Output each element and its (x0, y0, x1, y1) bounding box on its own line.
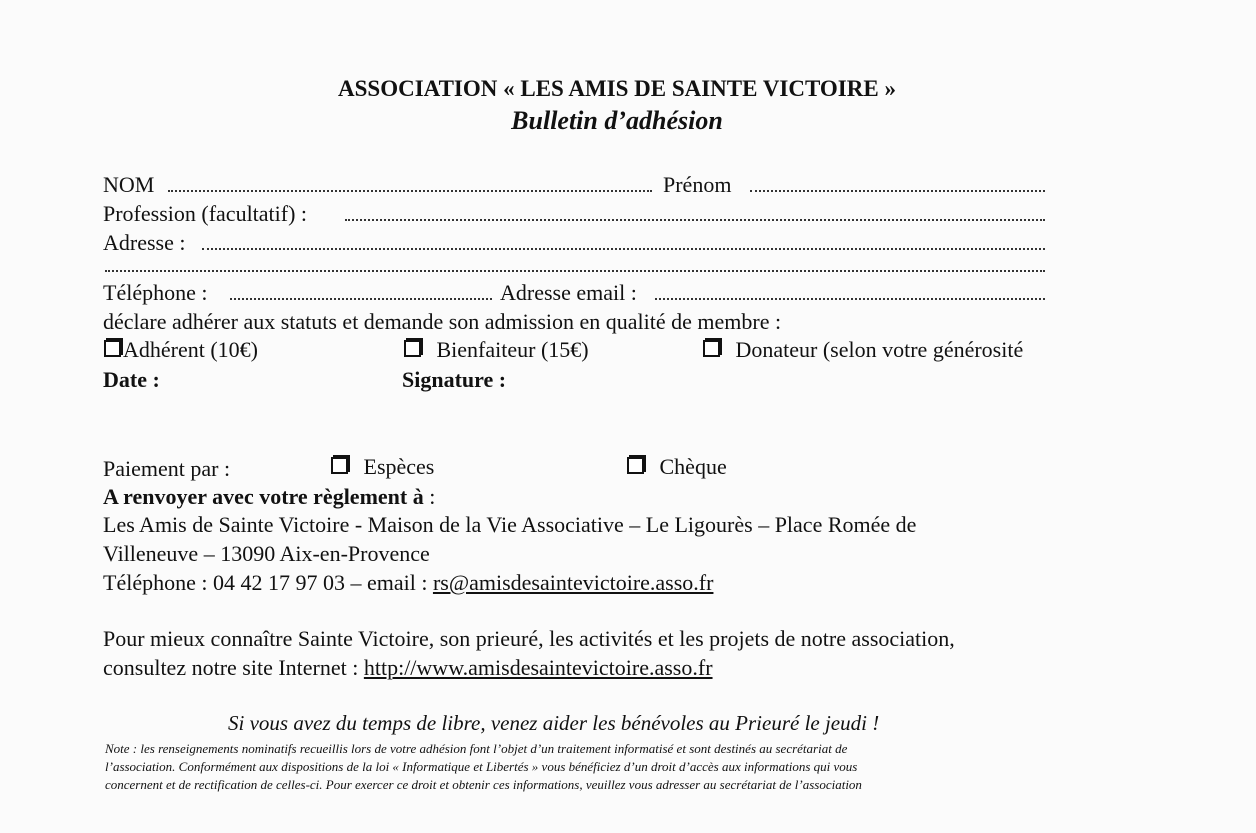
prenom-label: Prénom (663, 172, 732, 197)
telephone-field[interactable] (230, 298, 492, 300)
return-contact-line (103, 570, 713, 596)
privacy-note-line2: l’association. Conformément aux dispositions de la loi « Informatique et Libertés » vous bénéficiez d’un droit d’accès aux informations qui vous (105, 759, 858, 774)
association-title: ASSOCIATION « LES AMIS DE SAINTE VICTOIRE » (338, 76, 896, 101)
option-cheque[interactable] (627, 454, 727, 480)
option-donateur-label: Donateur (selon votre générosité (735, 337, 1024, 362)
option-bienfaiteur-label: Bienfaiteur (15€) (436, 337, 589, 362)
option-especes[interactable] (331, 454, 434, 480)
email-field[interactable] (655, 298, 1045, 300)
return-phone-text: Téléphone : 04 42 17 97 03 – email : (103, 570, 433, 595)
return-email-link[interactable]: rs@amisdesaintevictoire.asso.fr (432, 570, 714, 595)
declaration-text: déclare adhérer aux statuts et demande son admission en qualité de membre : (103, 309, 782, 334)
option-donateur[interactable] (703, 337, 1023, 363)
privacy-note-line1: Note : les renseignements nominatifs recueillis lors de votre adhésion font l’objet d’un traitement informatisé et sont destinés au secrétariat de (105, 741, 848, 756)
volunteer-slogan: Si vous avez du temps de libre, venez aider les bénévoles au Prieuré le jeudi ! (228, 711, 880, 735)
prenom-field[interactable] (750, 190, 1045, 192)
profession-label: Profession (facultatif) : (103, 201, 308, 226)
nom-label: NOM (103, 172, 155, 197)
profession-field[interactable] (345, 219, 1045, 221)
checkbox-cheque[interactable] (627, 457, 644, 474)
checkbox-especes[interactable] (331, 457, 348, 474)
website-link[interactable]: http://www.amisdesaintevictoire.asso.fr (363, 655, 713, 680)
info-line2-text: consultez notre site Internet : (103, 655, 364, 680)
adresse-field[interactable] (202, 248, 1045, 250)
date-label: Date : (103, 367, 160, 392)
payment-label: Paiement par : (103, 456, 231, 481)
info-line2 (103, 655, 713, 681)
checkbox-adherent[interactable] (104, 340, 121, 357)
option-adherent[interactable] (104, 337, 258, 363)
return-address-line1: Les Amis de Sainte Victoire - Maison de la Vie Associative – Le Ligourès – Place Romée de (103, 512, 917, 537)
adresse-label: Adresse : (103, 230, 186, 255)
checkbox-donateur[interactable] (703, 340, 720, 357)
return-address-line2: Villeneuve – 13090 Aix-en-Provence (103, 541, 430, 566)
return-heading-text: A renvoyer avec votre règlement à (103, 484, 424, 509)
option-cheque-label: Chèque (659, 454, 727, 479)
checkbox-bienfaiteur[interactable] (404, 340, 421, 357)
return-heading-suffix: : (423, 484, 436, 509)
telephone-label: Téléphone : (103, 280, 208, 305)
option-especes-label: Espèces (363, 454, 435, 479)
return-heading (103, 484, 435, 510)
email-label: Adresse email : (500, 280, 637, 305)
option-bienfaiteur[interactable] (404, 337, 589, 363)
info-line1: Pour mieux connaître Sainte Victoire, son prieuré, les activités et les projets de notre association, (103, 626, 955, 651)
nom-field[interactable] (168, 190, 652, 192)
option-adherent-label: Adhérent (10€) (123, 337, 259, 362)
signature-label: Signature : (402, 367, 507, 392)
form-subtitle: Bulletin d’adhésion (511, 106, 723, 135)
privacy-note-line3: concernent et de rectification de celles-ci. Pour exercer ce droit et obtenir ces informations, veuillez vous adresser au secrétariat de l’association (105, 777, 862, 792)
privacy-note (105, 740, 1105, 794)
adresse-field-line2[interactable] (105, 270, 1045, 272)
